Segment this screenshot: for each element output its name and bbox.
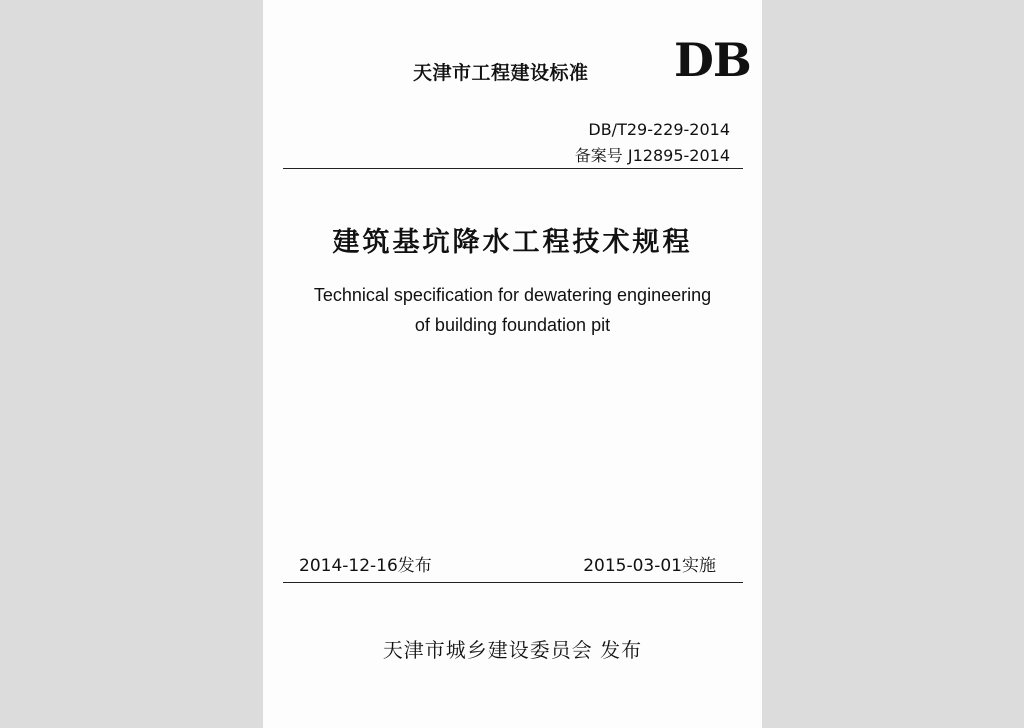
bottom-divider — [283, 582, 743, 583]
publisher: 天津市城乡建设委员会 发布 — [382, 638, 643, 662]
standard-number: DB/T29-229-2014 — [588, 120, 730, 139]
release-date: 2014-12-16发布 — [299, 556, 432, 576]
document-title-english-line2: of building foundation pit — [414, 315, 611, 335]
filing-number: 备案号 J12895-2014 — [574, 146, 730, 165]
document-title-chinese: 建筑基坑降水工程技术规程 — [332, 227, 693, 258]
document-title-english-line1: Technical specification for dewatering engineering — [313, 285, 712, 305]
top-divider — [283, 168, 743, 169]
standard-category-title: 天津市工程建设标准 — [413, 62, 589, 84]
effective-date: 2015-03-01实施 — [583, 556, 716, 576]
cover-page — [263, 0, 762, 728]
db-logo: DB — [674, 33, 751, 87]
